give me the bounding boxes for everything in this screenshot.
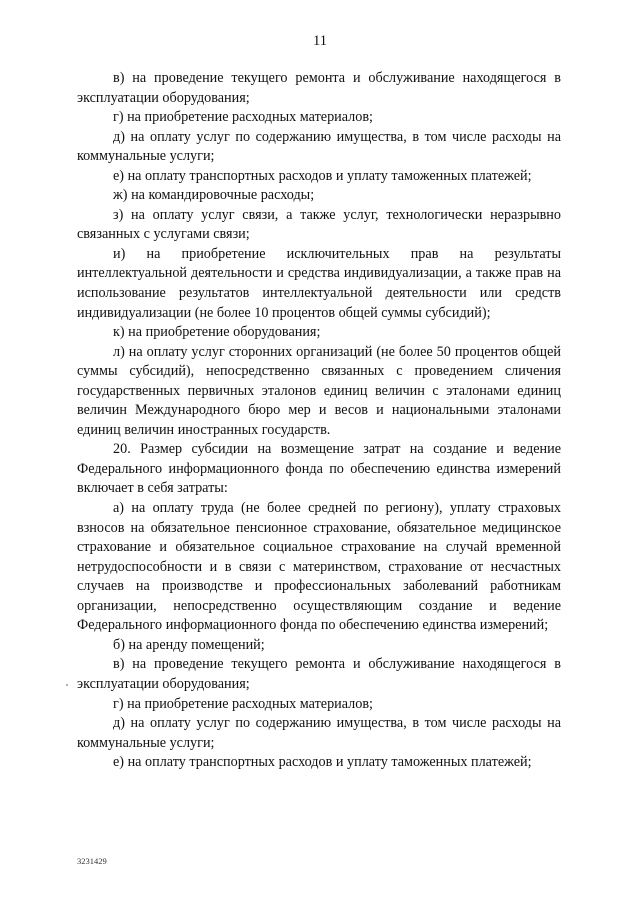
scan-artifact (66, 684, 68, 686)
list-item: а) на оплату труда (не более средней по региону), уплату страховых взносов на обязательное пенсионное страхование, обязательное медицинское страхование и обязательное социальное страхование на случай временной нетрудоспособности и в связи с материнством, страхование от несчастных случаев на производстве и профессиональных заболеваний работникам организации, непосредственно осуществляющим создание и ведение Федерального информационного фонда по обеспечению единства измерений; (77, 500, 561, 634)
list-item: д) на оплату услуг по содержанию имущества, в том числе расходы на коммунальные услуги; (77, 128, 561, 165)
list-item: б) на аренду помещений; (113, 636, 265, 653)
document-code: 3231429 (77, 856, 107, 866)
list-item: к) на приобретение оборудования; (113, 324, 321, 341)
list-item: г) на приобретение расходных материалов; (113, 109, 373, 126)
list-item: и) на приобретение исключительных прав на результаты интеллектуальной деятельности и средства индивидуализации, а также прав на использование результатов интеллектуальной деятельности или средств индивидуализации (не более 10 процентов общей суммы субсидий); (77, 245, 561, 321)
list-item: г) на приобретение расходных материалов; (113, 695, 373, 712)
section-paragraph: 20. Размер субсидии на возмещение затрат на создание и ведение Федерального информационного фонда по обеспечению единства измерений включает в себя затраты: (77, 441, 561, 497)
list-item: в) на проведение текущего ремонта и обслуживание находящегося в эксплуатации оборудования; (77, 70, 561, 106)
list-item: ж) на командировочные расходы; (113, 187, 315, 204)
list-item: е) на оплату транспортных расходов и уплату таможенных платежей; (113, 754, 532, 771)
list-item: д) на оплату услуг по содержанию имущества, в том числе расходы на коммунальные услуги; (77, 715, 561, 751)
page-number: 11 (313, 33, 327, 49)
list-item: з) на оплату услуг связи, а также услуг, технологически неразрывно связанных с услугами связи; (77, 206, 561, 243)
document-body (77, 69, 561, 773)
list-item: в) на проведение текущего ремонта и обслуживание находящегося в эксплуатации оборудования; (77, 656, 561, 692)
list-item: е) на оплату транспортных расходов и уплату таможенных платежей; (113, 167, 532, 184)
list-item: л) на оплату услуг сторонних организаций (не более 50 процентов общей суммы субсидий), непосредственно связанных с проведением сличения государственных первичных эталонов единиц величин с эталонами единиц величин Международного бюро мер и весов и национальными эталонами единиц величин иностранных государств. (77, 343, 561, 438)
